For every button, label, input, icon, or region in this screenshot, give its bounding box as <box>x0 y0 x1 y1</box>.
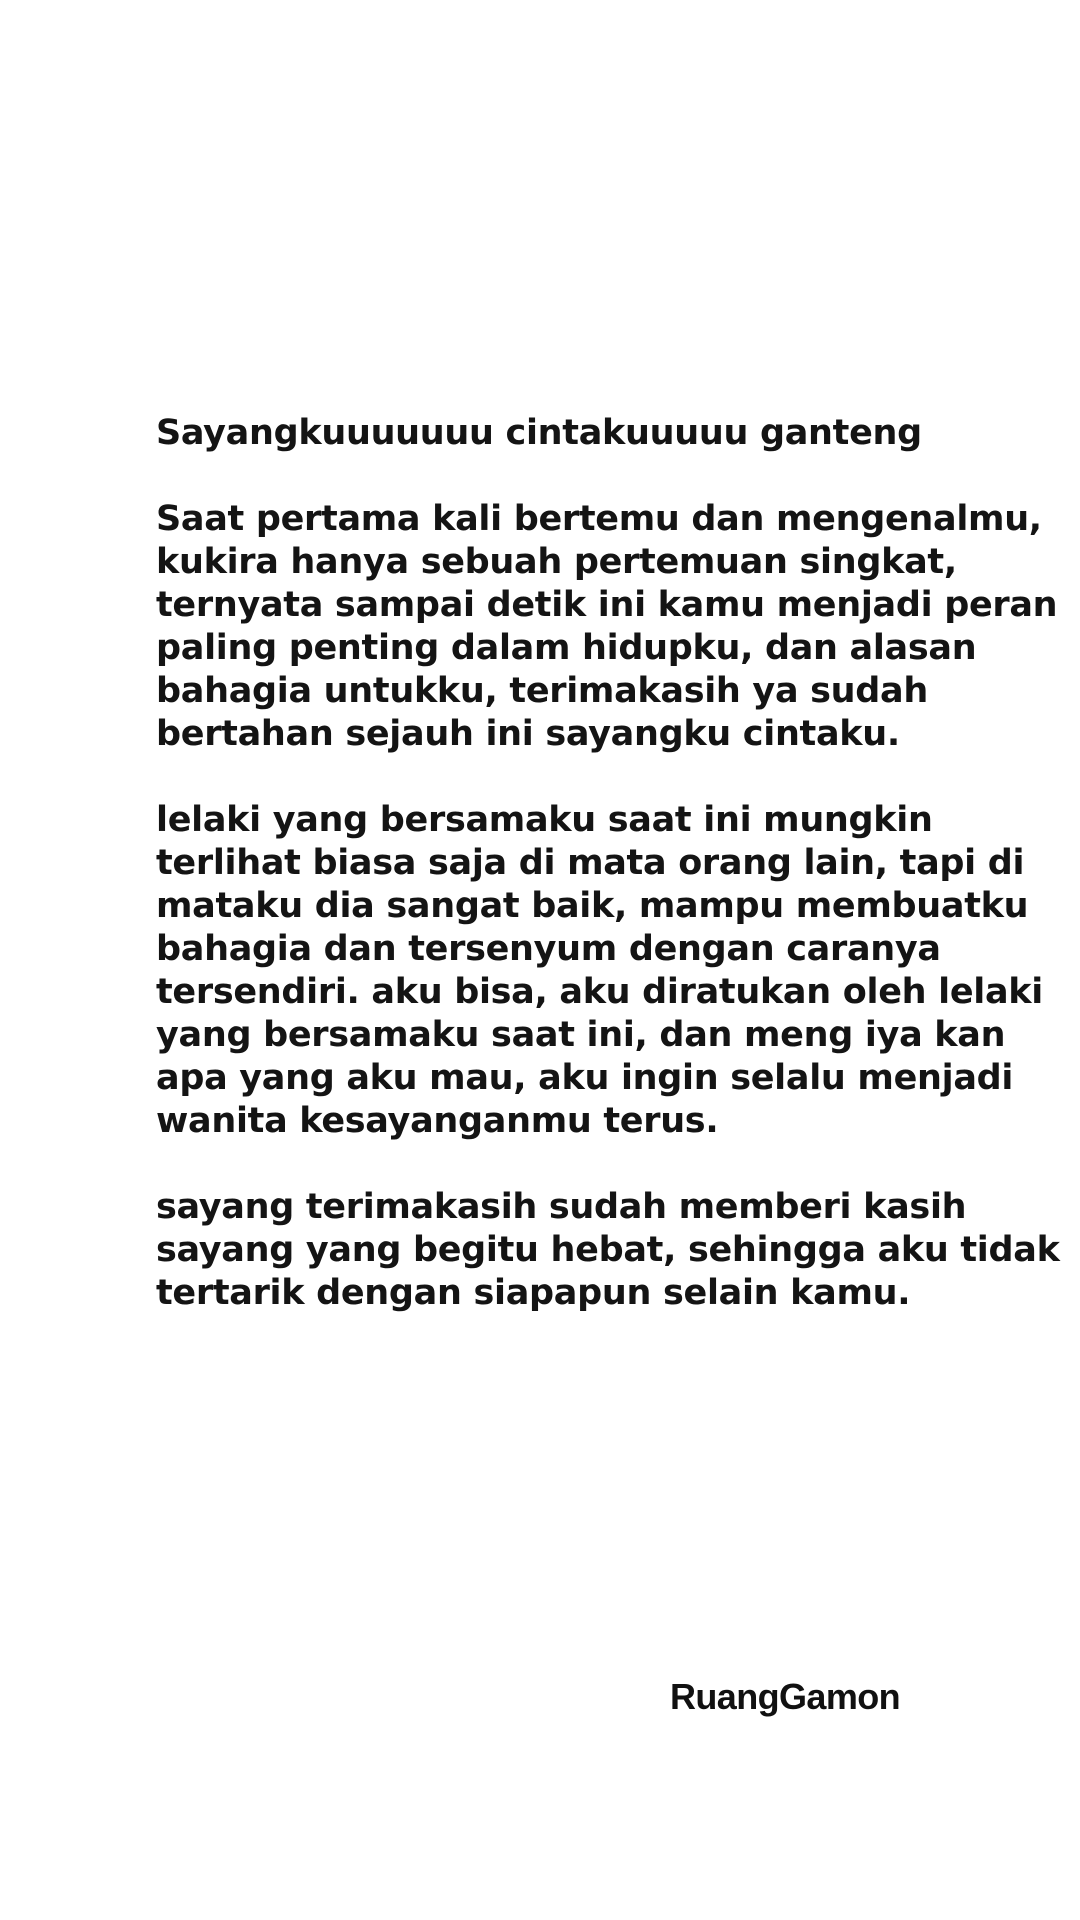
paragraph-1 <box>156 498 1058 756</box>
paragraph-line: tersendiri. aku bisa, aku diratukan oleh lelaki <box>156 972 1043 1012</box>
paragraph-line: mataku dia sangat baik, mampu membuatku <box>156 886 1029 926</box>
paragraph-line: yang bersamaku saat ini, dan meng iya kan <box>156 1015 1006 1055</box>
paragraph-line: sayang yang begitu hebat, sehingga aku tidak <box>156 1230 1060 1270</box>
note-title-paragraph <box>156 412 956 455</box>
paragraph-line: terlihat biasa saja di mata orang lain, tapi di <box>156 843 1025 883</box>
paragraph-line: lelaki yang bersamaku saat ini mungkin <box>156 800 933 840</box>
paragraph-line: apa yang aku mau, aku ingin selalu menjadi <box>156 1058 1014 1098</box>
note-body <box>156 412 1060 1315</box>
note-title: Sayangkuuuuuuu cintakuuuuu ganteng <box>156 413 922 453</box>
paragraph-line: kukira hanya sebuah pertemuan singkat, <box>156 542 957 582</box>
paragraph-line: ternyata sampai detik ini kamu menjadi peran <box>156 585 1058 625</box>
paragraph-line: wanita kesayanganmu terus. <box>156 1101 719 1141</box>
paragraph-line: Saat pertama kali bertemu dan mengenalmu, <box>156 499 1042 539</box>
paragraph-2 <box>156 799 1043 1143</box>
signature: RuangGamon <box>670 1676 901 1717</box>
paragraph-line: bahagia dan tersenyum dengan caranya <box>156 929 941 969</box>
paragraph-line: bahagia untukku, terimakasih ya sudah <box>156 671 928 711</box>
paragraph-3 <box>156 1186 1060 1315</box>
paragraph-line: bertahan sejauh ini sayangku cintaku. <box>156 714 900 754</box>
paragraph-line: sayang terimakasih sudah memberi kasih <box>156 1187 967 1227</box>
paragraph-line: tertarik dengan siapapun selain kamu. <box>156 1273 911 1313</box>
paragraph-line: paling penting dalam hidupku, dan alasan <box>156 628 977 668</box>
